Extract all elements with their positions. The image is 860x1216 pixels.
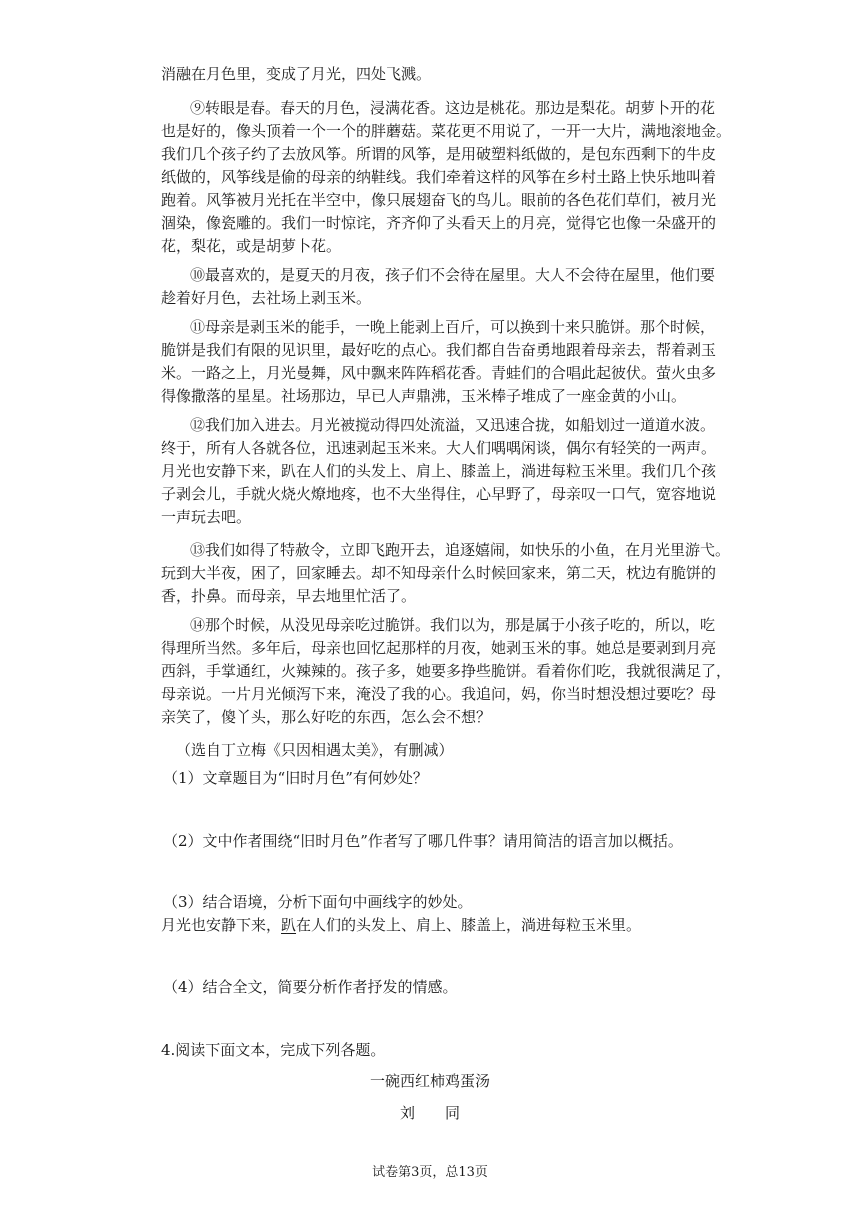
- paragraph-line: 也是好的，像头顶着一个一个的胖蘑菇。菜花更不用说了，一开一大片，满地滚地金。: [161, 122, 732, 140]
- paragraph-line: 一声玩去吧。: [161, 508, 252, 526]
- quote-text-before: 月光也安静下来，: [161, 916, 282, 934]
- paragraph-line: 花，梨花，或是胡萝卜花。: [161, 237, 342, 255]
- question-3-quote: [161, 915, 721, 935]
- paragraph-line: ⑩最喜欢的，是夏天的月夜，孩子们不会待在屋里。大人不会待在屋里，他们要: [190, 266, 716, 284]
- paragraph-line: ⑬我们如得了特赦令，立即飞跑开去，追逐嬉闹，如快乐的小鱼，在月光里游弋。: [190, 541, 731, 559]
- paragraph-line: 玩到大半夜，困了，回家睡去。却不知母亲什么时候回家来，第二天，枕边有脆饼的: [161, 564, 717, 582]
- underlined-word: 趴: [281, 916, 297, 934]
- question-2: （2）文中作者围绕“旧时月色”作者写了哪几件事？请用简洁的语言加以概括。: [163, 832, 683, 850]
- paragraph-line: 得像撒落的星星。社场那边，早已人声鼎沸，玉米棒子堆成了一座金黄的小山。: [161, 387, 687, 405]
- question-3: （3）结合语境，分析下面句中画线字的妙处。: [163, 893, 473, 911]
- paragraph-line: 我们几个孩子约了去放风筝。所谓的风筝，是用破塑料纸做的，是包东西剩下的牛皮: [161, 145, 717, 163]
- quote-text-after: 在人们的头发上、肩上、膝盖上，淌进每粒玉米里。: [296, 916, 642, 934]
- paragraph-line: 月光也安静下来，趴在人们的头发上、肩上、膝盖上，淌进每粒玉米里。我们几个孩: [161, 462, 717, 480]
- paragraph-line: 得理所当然。多年后，母亲也回忆起那样的月夜，她剥玉米的事。她总是要剥到月亮: [161, 639, 717, 657]
- question-4: （4）结合全文，简要分析作者抒发的情感。: [163, 978, 458, 996]
- article-title: 一碗西红柿鸡蛋汤: [369, 1072, 490, 1090]
- paragraph-line: 脆饼是我们有限的见识里，最好吃的点心。我们都自告奋勇地跟着母亲去，帮着剥玉: [161, 341, 717, 359]
- paragraph-line: ⑫我们加入进去。月光被搅动得四处流溢，又迅速合拢，如船划过一道道水波。: [190, 416, 716, 434]
- page-footer: 试卷第3页，总13页: [372, 1165, 488, 1180]
- paragraph-line: ⑭那个时候，从没见母亲吃过脆饼。我们以为，那是属于小孩子吃的，所以，吃: [190, 616, 716, 634]
- paragraph-line: 纸做的，风筝线是偷的母亲的纳鞋线。我们牵着这样的风筝在乡村土路上快乐地叫着: [161, 168, 717, 186]
- paragraph-line: ⑨转眼是春。春天的月色，浸满花香。这边是桃花。那边是梨花。胡萝卜开的花: [190, 99, 716, 117]
- source-citation: （选自丁立梅《只因相遇太美》，有删减）: [176, 741, 454, 759]
- section-4-instruction: 4.阅读下面文本，完成下列各题。: [161, 1041, 386, 1059]
- paragraph-line: 西斜，手掌通红，火辣辣的。孩子多，她要多挣些脆饼。看着你们吃，我就很满足了，: [161, 662, 732, 680]
- paragraph-line: 香，扑鼻。而母亲，早去地里忙活了。: [161, 587, 417, 605]
- article-author: 刘 同: [399, 1104, 460, 1122]
- paragraph-line: 跑着。风筝被月光托在半空中，像只展翅奋飞的鸟儿。眼前的各色花们草们，被月光: [161, 191, 717, 209]
- paragraph-line: 子剥会儿，手就火烧火燎地疼，也不大坐得住，心早野了，母亲叹一口气，宽容地说: [161, 485, 717, 503]
- paragraph-line: 趁着好月色，去社场上剥玉米。: [161, 289, 372, 307]
- paragraph-line: 涸染，像瓷雕的。我们一时惊诧，齐齐仰了头看天上的月亮，觉得它也像一朵盛开的: [161, 214, 717, 232]
- question-1: （1）文章题目为“旧时月色”有何妙处？: [163, 769, 428, 787]
- paragraph-line: 母亲说。一片月光倾泻下来，淹没了我的心。我追问，妈，你当时想没想过要吃？母: [161, 685, 717, 703]
- paragraph-line: ⑪母亲是剥玉米的能手，一晚上能剥上百斤，可以换到十来只脆饼。那个时候，: [190, 318, 716, 336]
- paragraph-line: 终于，所有人各就各位，迅速剥起玉米来。大人们喁喁闲谈，偶尔有轻笑的一两声。: [161, 439, 717, 457]
- paragraph-line: 米。一路之上，月光曼舞，风中飘来阵阵稻花香。青蛙们的合唱此起彼伏。萤火虫多: [161, 364, 717, 382]
- paragraph-8-end: 消融在月色里，变成了月光，四处飞溅。: [161, 65, 432, 83]
- paragraph-line: 亲笑了，傻丫头，那么好吃的东西，怎么会不想？: [161, 708, 492, 726]
